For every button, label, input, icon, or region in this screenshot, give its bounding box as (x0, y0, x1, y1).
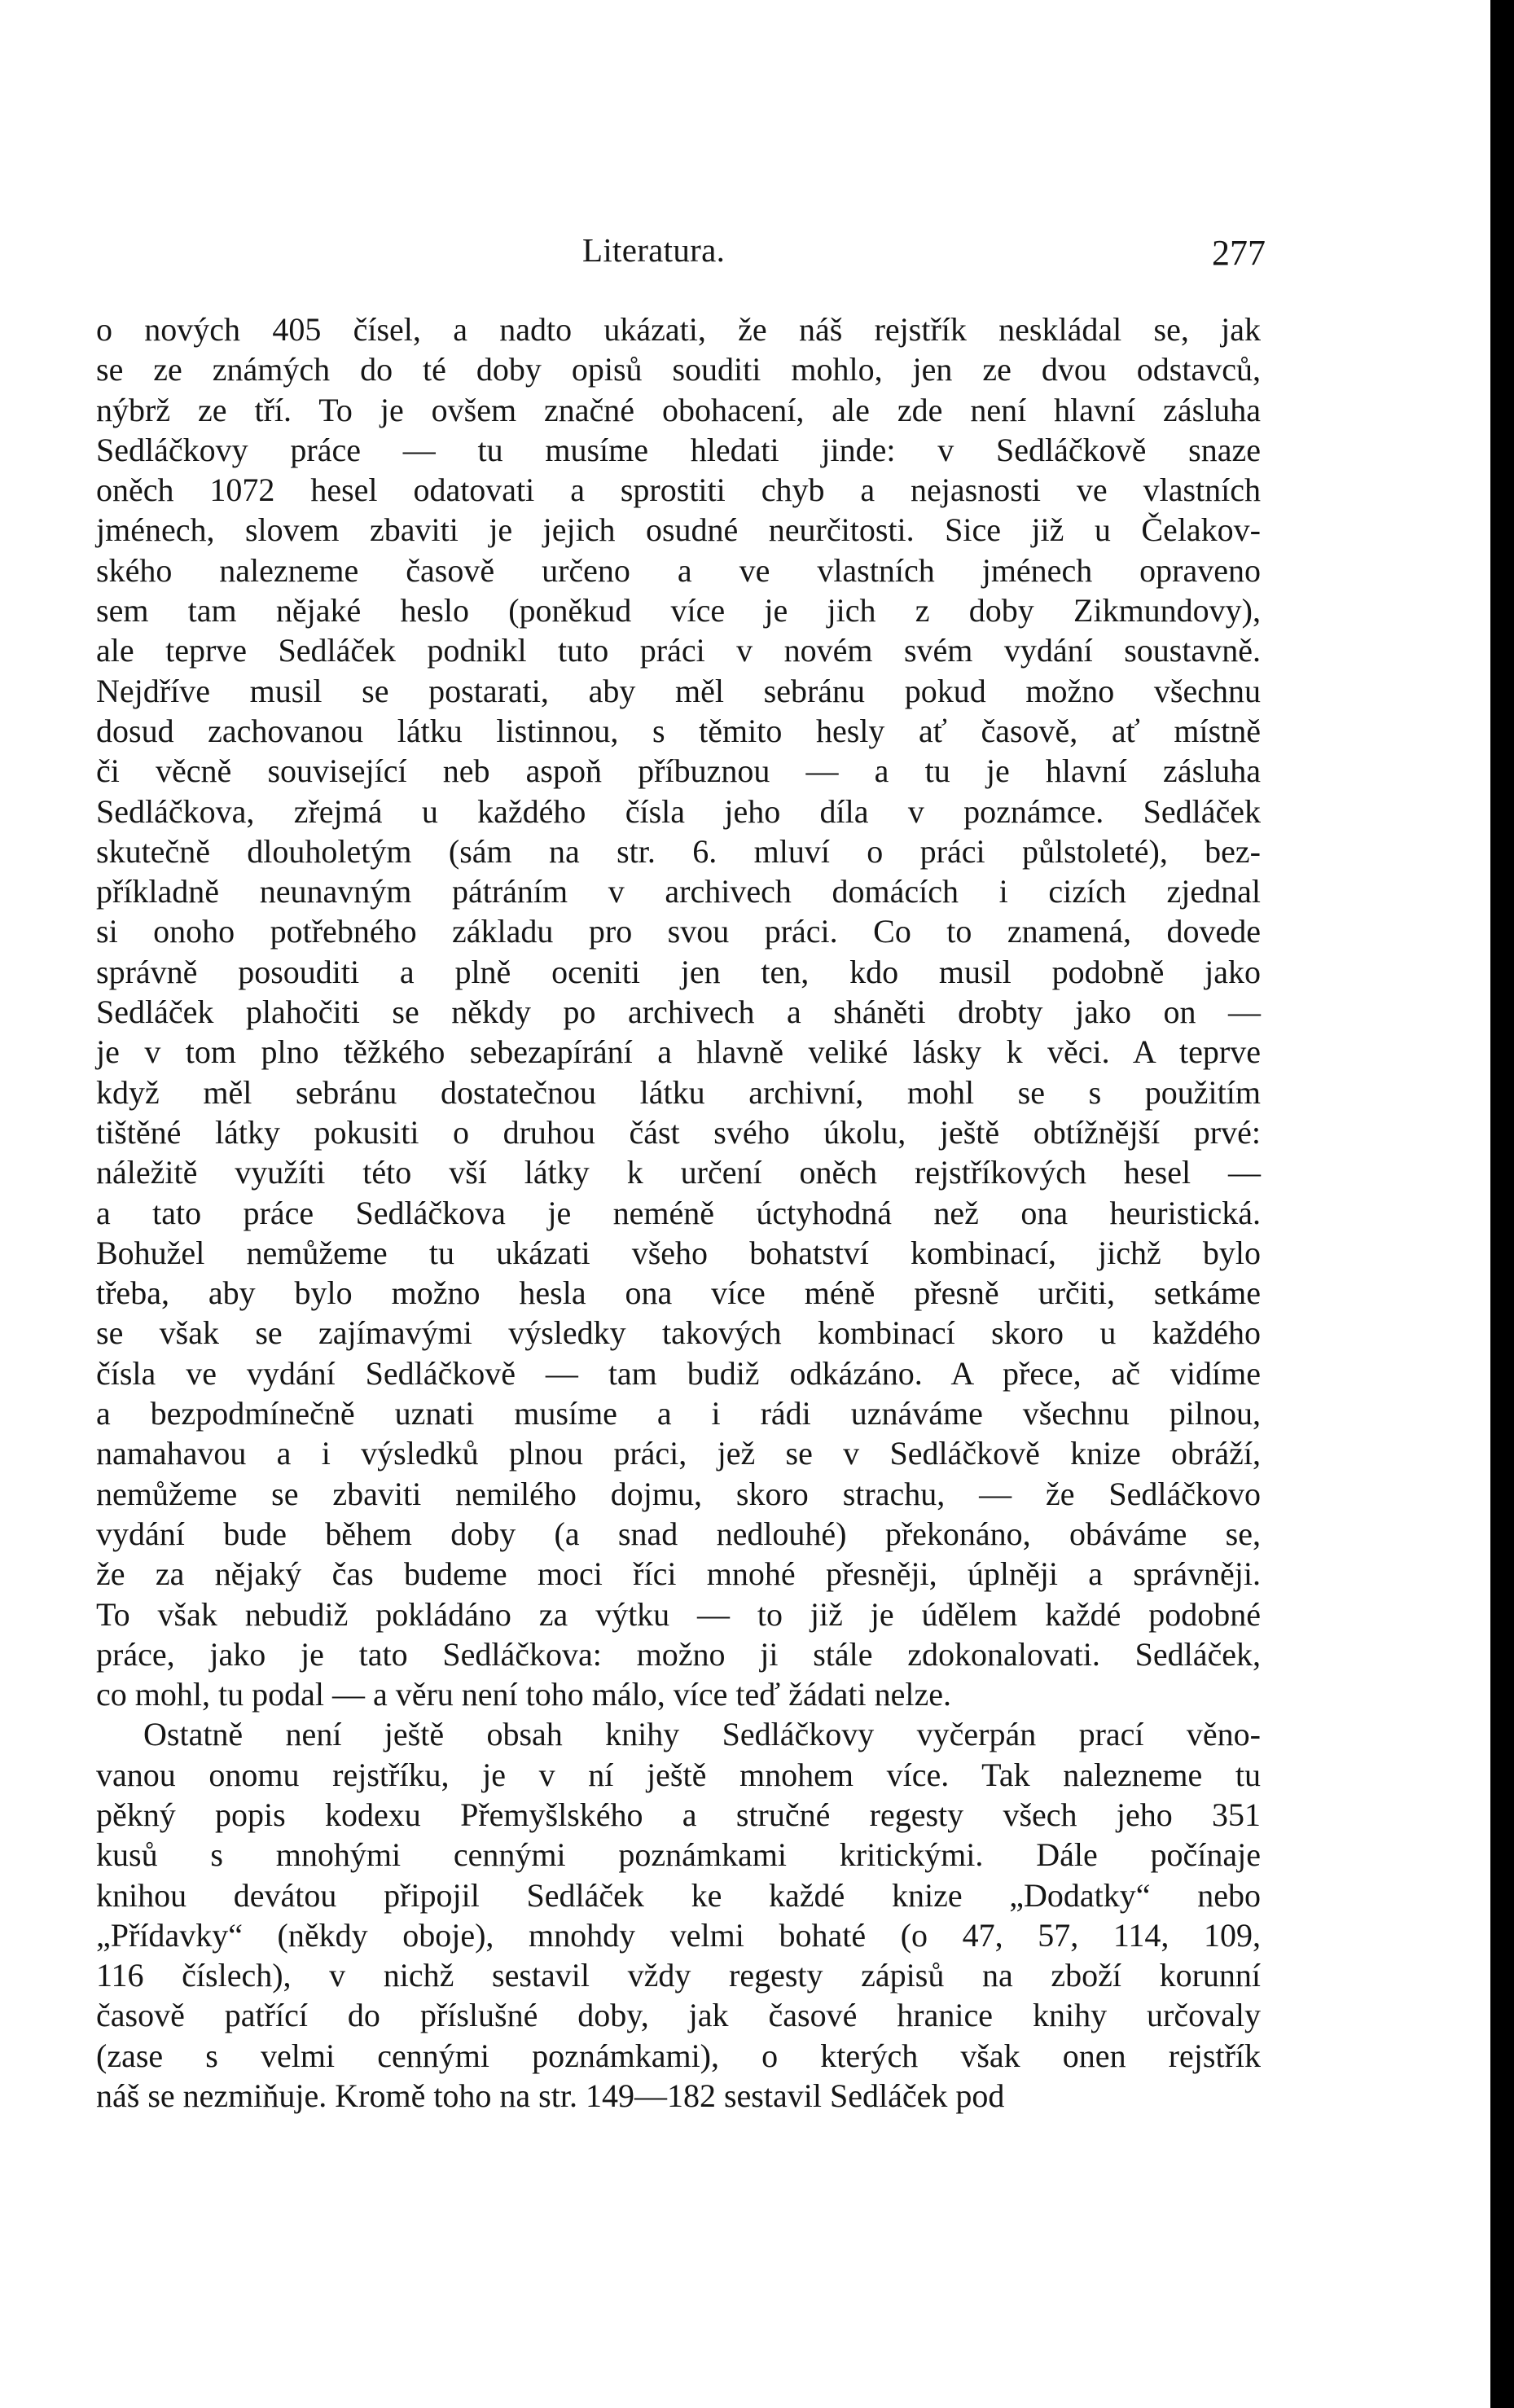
text-line: práce, jako je tato Sedláčkova: možno ji stále zdokonalovati. Sedláček, (96, 1635, 1261, 1673)
text-line: knihou devátou připojil Sedláček ke každé knize „Dodatky“ nebo (96, 1876, 1261, 1914)
text-line: se ze známých do té doby opisů souditi mohlo, jen ze dvou odstavců, (96, 351, 1261, 388)
text-line: a bezpodmínečně uznati musíme a i rádi uznáváme všechnu pilnou, (96, 1395, 1261, 1432)
text-line: když měl sebránu dostatečnou látku archivní, mohl se s použitím (96, 1073, 1261, 1111)
text-line: (zase s velmi cennými poznámkami), o kterých však onen rejstřík (96, 2037, 1261, 2074)
text-line: dosud zachovanou látku listinnou, s těmito hesly ať časově, ať místně (96, 712, 1261, 749)
text-line: oněch 1072 hesel odatovati a sprostiti chyb a nejasnosti ve vlastních (96, 472, 1261, 509)
text-line: je v tom plno těžkého sebezapírání a hlavně veliké lásky k věci. A teprve (96, 1033, 1261, 1071)
text-line: skutečně dlouholetým (sám na str. 6. mluví o práci půlstoleté), bez- (96, 832, 1261, 870)
text-line: sem tam nějaké heslo (poněkud více je jich z doby Zikmundovy), (96, 592, 1261, 629)
page-number: 277 (1212, 233, 1266, 273)
text-line: náležitě využíti této vší látky k určení oněch rejstříkových hesel — (96, 1154, 1261, 1191)
text-line: třeba, aby bylo možno hesla ona více méně přesně určiti, setkáme (96, 1274, 1261, 1312)
text-line: kusů s mnohými cennými poznámkami kritickými. Dále počínaje (96, 1836, 1261, 1874)
text-line: co mohl, tu podal — a věru není toho málo, více teď žádati nelze. (96, 1676, 951, 1713)
body-text (96, 309, 1261, 2116)
text-line: nemůžeme se zbaviti nemilého dojmu, skoro strachu, — že Sedláčkovo (96, 1475, 1261, 1512)
text-line: To však nebudiž pokládáno za výtku — to již je údělem každé podobné (96, 1595, 1261, 1633)
text-line: vanou onomu rejstříku, je v ní ještě mnohem více. Tak nalezneme tu (96, 1756, 1261, 1793)
text-line: „Přídavky“ (někdy oboje), mnohdy velmi bohaté (o 47, 57, 114, 109, (96, 1916, 1261, 1954)
scan-border (1490, 0, 1514, 2408)
text-line: náš se nezmiňuje. Kromě toho na str. 149—182 sestavil Sedláček pod (96, 2077, 1005, 2115)
text-line: správně posouditi a plně oceniti jen ten, kdo musil podobně jako (96, 953, 1261, 990)
text-line: vydání bude během doby (a snad nedlouhé) překonáno, obáváme se, (96, 1515, 1261, 1552)
text-line: Nejdříve musil se postarati, aby měl sebránu pokud možno všechnu (96, 672, 1261, 709)
text-line: o nových 405 čísel, a nadto ukázati, že náš rejstřík neskládal se, jak (96, 311, 1261, 348)
text-line: časově patřící do příslušné doby, jak časové hranice knihy určovaly (96, 1997, 1261, 2034)
text-line: Bohužel nemůžeme tu ukázati všeho bohatství kombinací, jichž bylo (96, 1234, 1261, 1271)
text-line: se však se zajímavými výsledky takových kombinací skoro u každého (96, 1314, 1261, 1352)
text-line: si onoho potřebného základu pro svou práci. Co to znamená, dovede (96, 913, 1261, 950)
text-line: tištěné látky pokusiti o druhou část svého úkolu, ještě obtížnější prvé: (96, 1113, 1261, 1151)
text-line: a tato práce Sedláčkova je neméně úctyhodná než ona heuristická. (96, 1194, 1261, 1231)
text-line: čísla ve vydání Sedláčkově — tam budiž odkázáno. A přece, ač vidíme (96, 1354, 1261, 1392)
text-line: Sedláčkova, zřejmá u každého čísla jeho díla v poznámce. Sedláček (96, 792, 1261, 830)
text-line: příkladně neunavným pátráním v archivech domácích i cizích zjednal (96, 873, 1261, 910)
text-line: či věcně související neb aspoň příbuznou — a tu je hlavní zásluha (96, 752, 1261, 790)
text-line: jménech, slovem zbaviti je jejich osudné neurčitosti. Sice již u Čelakov- (96, 511, 1261, 549)
text-line: pěkný popis kodexu Přemyšlského a stručné regesty všech jeho 351 (96, 1796, 1261, 1833)
text-line: Ostatně není ještě obsah knihy Sedláčkovy vyčerpán prací věno- (143, 1716, 1261, 1753)
text-line: namahavou a i výsledků plnou práci, jež se v Sedláčkově knize obráží, (96, 1435, 1261, 1472)
text-line: že za nějaký čas budeme moci říci mnohé přesněji, úplněji a správněji. (96, 1555, 1261, 1593)
text-line: ského nalezneme časově určeno a ve vlastních jménech opraveno (96, 551, 1261, 589)
text-line: Sedláček plahočiti se někdy po archivech a sháněti drobty jako on — (96, 993, 1261, 1031)
text-line: nýbrž ze tří. To je ovšem značné obohacení, ale zde není hlavní zásluha (96, 391, 1261, 428)
text-line: Sedláčkovy práce — tu musíme hledati jinde: v Sedláčkově snaze (96, 431, 1261, 468)
text-line: ale teprve Sedláček podnikl tuto práci v novém svém vydání soustavně. (96, 632, 1261, 669)
running-header-title: Literatura. (582, 231, 726, 269)
text-line: 116 číslech), v nichž sestavil vždy regesty zápisů na zboží korunní (96, 1957, 1261, 1994)
